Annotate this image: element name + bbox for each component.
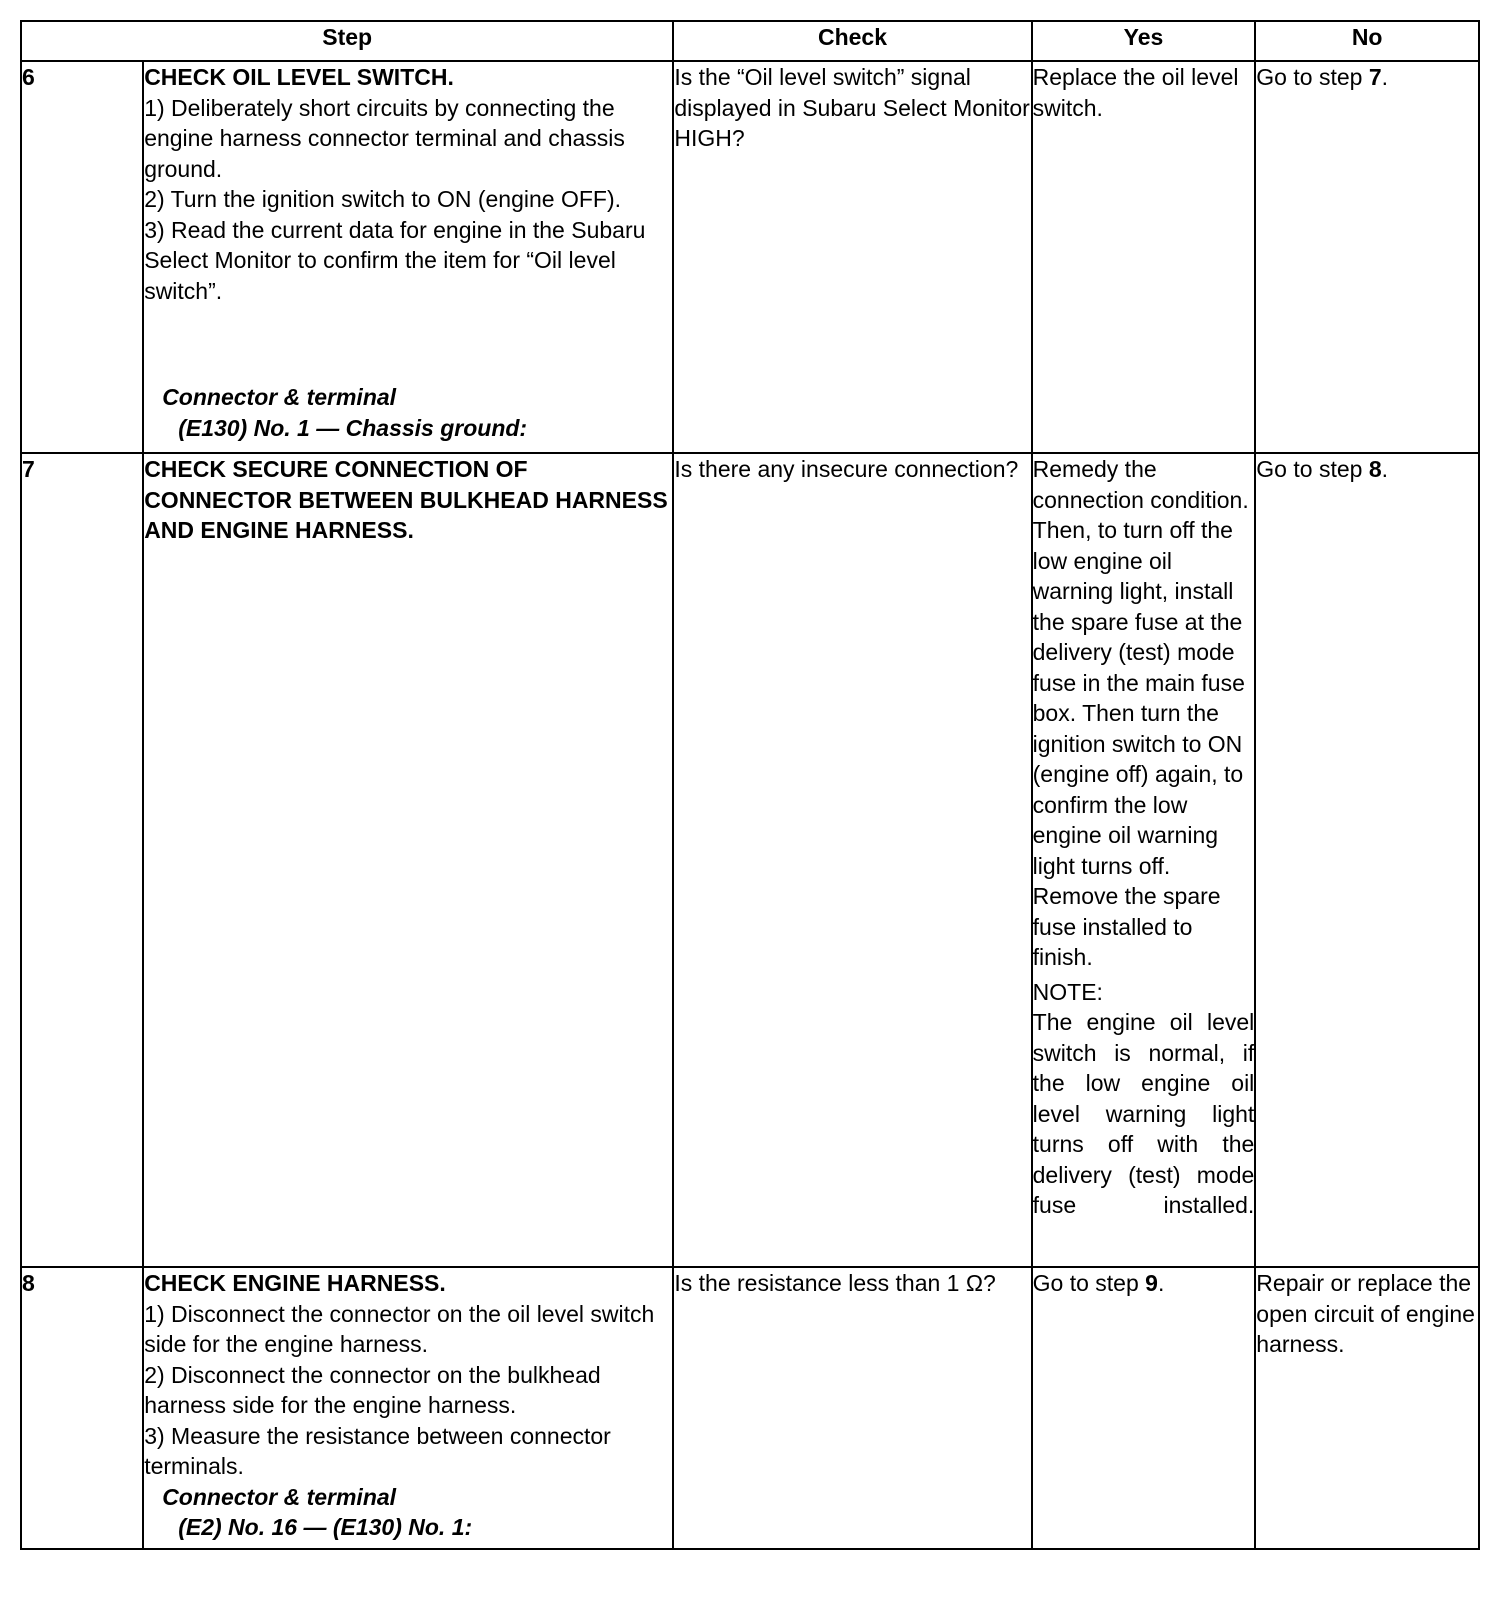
step-title: CHECK ENGINE HARNESS. — [144, 1270, 446, 1296]
yes-text: Go to step — [1032, 1270, 1146, 1296]
no-suffix: . — [1381, 64, 1388, 90]
yes-step-ref: 9 — [1145, 1270, 1158, 1296]
instruction: 3) Measure the resistance between connector terminals. — [144, 1422, 611, 1479]
no-cell — [1255, 453, 1479, 1267]
step-number: 8 — [21, 1267, 143, 1549]
no-text: Go to step — [1256, 456, 1369, 482]
instruction: 1) Disconnect the connector on the oil level switch side for the engine harness. — [144, 1300, 655, 1357]
no-step-ref: 8 — [1368, 456, 1382, 482]
instruction: 3) Read the current data for engine in the Subaru Select Monitor to confirm the item for “Oil level switch”. — [144, 216, 646, 304]
no-cell — [1255, 61, 1479, 453]
header-row — [21, 21, 1479, 61]
step-cell — [143, 1267, 673, 1549]
spacer — [144, 306, 672, 382]
instruction: 1) Deliberately short circuits by connecting the engine harness connector terminal and chassis ground. — [144, 94, 625, 182]
yes-suffix: . — [1157, 1270, 1165, 1296]
troubleshooting-table — [20, 20, 1480, 1550]
step-number: 7 — [21, 453, 143, 1267]
no-cell: Repair or replace the open circuit of engine harness. — [1255, 1267, 1479, 1549]
step-title: CHECK SECURE CONNECTION OF CONNECTOR BETWEEN BULKHEAD HARNESS AND ENGINE HARNESS. — [144, 456, 668, 543]
instruction: 2) Disconnect the connector on the bulkhead harness side for the engine harness. — [144, 1361, 601, 1418]
table-row — [21, 453, 1479, 1267]
header-step: Step — [21, 21, 673, 61]
connector-spec: (E2) No. 16 — (E130) No. 1: — [178, 1514, 473, 1540]
connector-label: Connector & terminal — [162, 1483, 397, 1510]
header-check: Check — [673, 21, 1031, 61]
yes-text: Remedy the connection condition. Then, to turn off the low engine oil warning light, install the spare fuse at the delivery (test) mode fuse in the main fuse box. Then turn the ignition switch to ON (engine off) again, to confirm the low engine oil warning light turns off. Remove the spare fuse installed to finish. — [1032, 456, 1249, 970]
yes-cell: Replace the oil level switch. — [1032, 61, 1256, 453]
connector-spec: (E130) No. 1 — Chassis ground: — [178, 414, 528, 441]
check-cell: Is the resistance less than 1 Ω? — [673, 1267, 1031, 1549]
note-label: NOTE: — [1032, 978, 1103, 1005]
check-cell: Is the “Oil level switch” signal displayed in Subaru Select Monitor HIGH? — [673, 61, 1031, 453]
step-number: 6 — [21, 61, 143, 453]
table-row — [21, 61, 1479, 453]
header-no: No — [1255, 21, 1479, 61]
note-text: The engine oil level switch is normal, if the low engine oil level warning light turns off with the delivery (test) mode fuse installed. — [1032, 1009, 1255, 1218]
connector-label: Connector & terminal — [162, 384, 397, 410]
check-cell: Is there any insecure connection? — [673, 453, 1031, 1267]
instruction: 2) Turn the ignition switch to ON (engine OFF). — [144, 186, 621, 212]
yes-cell — [1032, 453, 1256, 1267]
header-yes: Yes — [1032, 21, 1256, 61]
yes-cell — [1032, 1267, 1256, 1549]
step-title: CHECK OIL LEVEL SWITCH. — [144, 64, 454, 90]
no-text: Go to step — [1256, 64, 1369, 90]
no-suffix: . — [1381, 456, 1388, 482]
table-row — [21, 1267, 1479, 1549]
step-cell — [143, 453, 673, 1267]
no-step-ref: 7 — [1368, 64, 1382, 90]
step-cell — [143, 61, 673, 453]
